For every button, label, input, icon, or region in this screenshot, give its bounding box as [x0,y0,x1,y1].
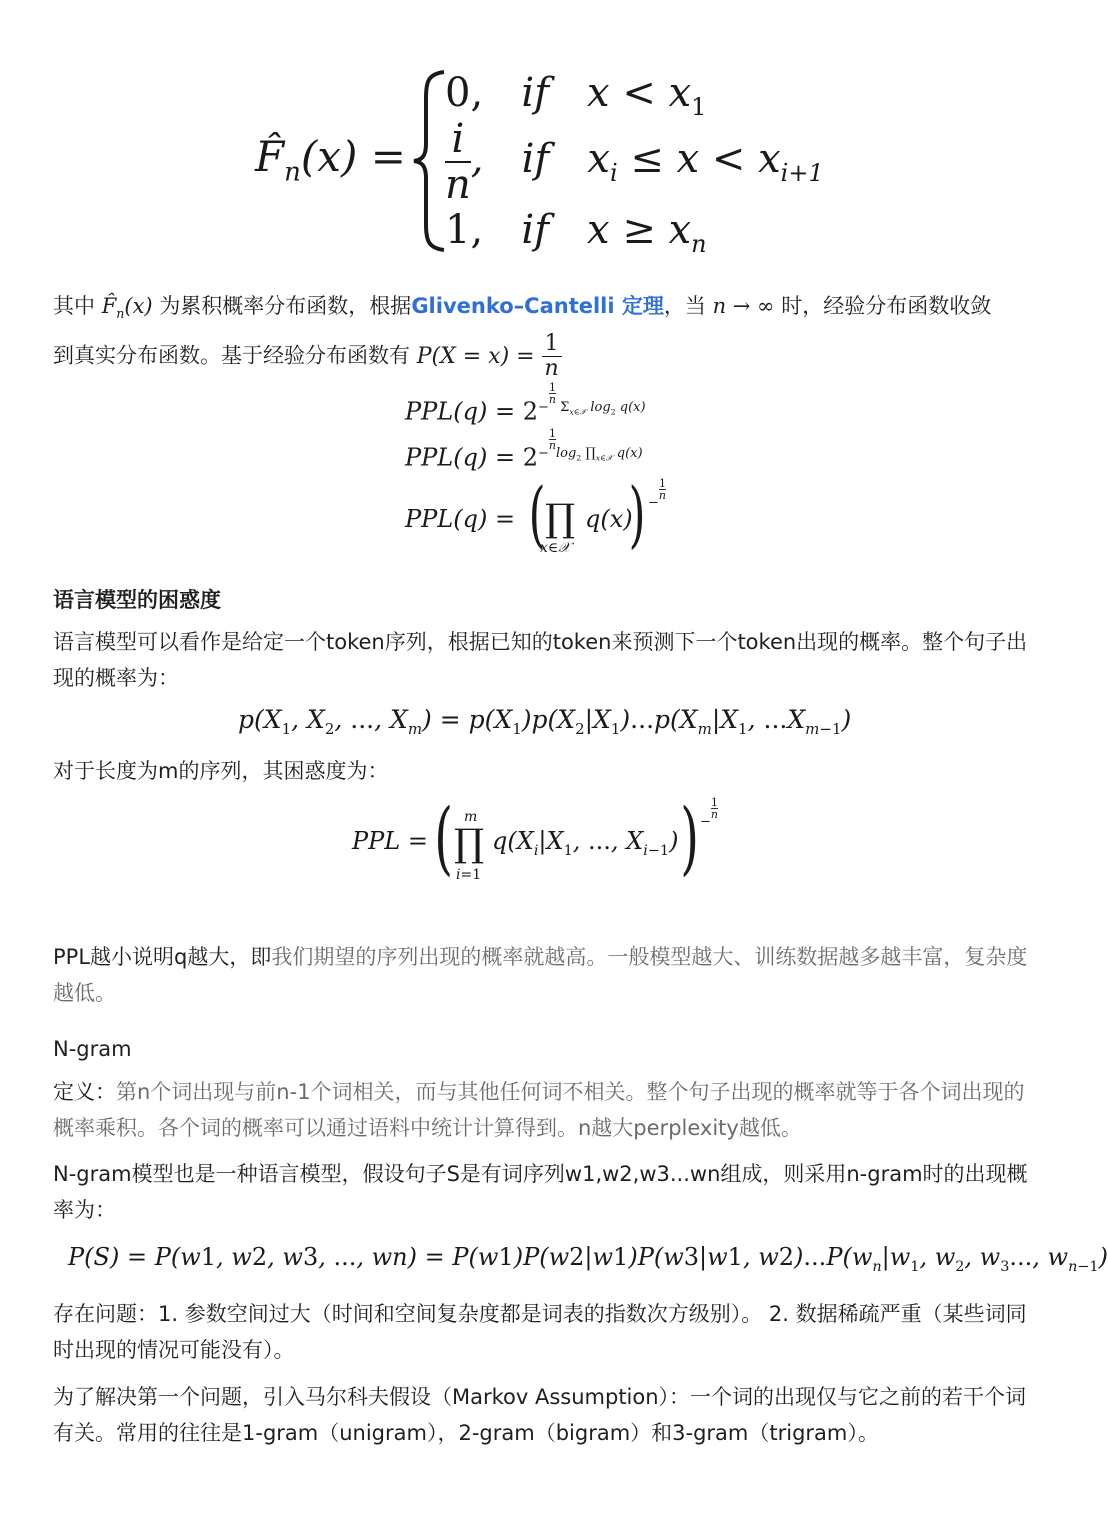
glivenko-cantelli-link[interactable]: Glivenko–Cantelli 定理 [411,294,664,318]
formula-ppl-sequence: PPL = ( m ∏ i=1 $q(X_i|X_1$, ..., $X_{i-1}$) ) − $\frac{1}{n}$ [352,791,718,884]
text: 第n个词出现与前n-1个词相关，而与其他任何词不相关。整个句子出现的概率就等于各个词出现的概率乘积。各个词的概率可以通过语料中统计计算得到。n越大perplexity越低。 [53,1080,1025,1140]
left-brace [410,68,450,254]
heading-ngram: N-gram [53,1037,132,1061]
paragraph-markov: 为了解决第一个问题，引入马尔科夫假设（Markov Assumption）：一个词的出现仅与它之前的若干个词有关。常用的往往是1-gram（unigram），2-gram（bigram）和3-gram（trigram）。 [53,1385,1027,1445]
paragraph-problems: 存在问题：1. 参数空间过大（时间和空间复杂度都是词表的指数次方级别）。 2. 数据稀疏严重（某些词同时出现的情况可能没有）。 [53,1302,1027,1362]
text: 时，经验分布函数收敛 [781,294,992,318]
heading-lm-perplexity: 语言模型的困惑度 [53,588,221,612]
formula-ppl-sum: $PPL(q) = 2^{- \frac{1}{n} \Sigma_{x\in 𝒳} log_2 q(x)}$ [405,381,646,426]
formula-empirical-cdf [255,62,855,262]
inline-math-fn: $F̂_n(x)$ [101,294,153,322]
text: 其中 [53,294,95,318]
formula-ppl-log-prod: $PPL(q) = 2^{- \frac{1}{n} log_2 \prod_{x\in 𝒳} q(x)}$ [405,427,643,472]
text: 到真实分布函数。基于经验分布函数有 [53,343,410,368]
text: PPL越小说明q越大，即 [53,945,272,969]
formula-joint-probability: $p(X_1$, $X_2$, ..., $X_m) = p(X_1)p(X_2|X_1)...p(X_m|X_1$, $...X_{m-1}$) [238,705,852,738]
paragraph-ngram-definition [53,1074,1028,1146]
case-one: 1, if $x \ge x_n$ [445,207,707,258]
text: 我们期望的序列出现的概率就越高。一般模型越大、训练数据越多越丰富，复杂度越低。 [53,945,1028,1005]
inline-math-prob: P(X = x) = $\frac{1}{n}$ [417,344,562,369]
case-fraction: $\frac{i}{n}$ , if $x_i \le x < x_{i+1}$ [445,116,824,208]
text: 定义： [53,1080,116,1104]
paragraph-ngram-model: N-gram模型也是一种语言模型，假设句子S是有词序列w1,w2,w3...wn组成，则采用n-gram时的出现概率为： [53,1162,1028,1222]
text: 为累积概率分布函数，根据 [159,294,412,318]
formula-ngram: P(S) = P(w1, w2, w3, ..., wn) = P(w1)P(w2|w1)P(w3|w1, $w2)...P(w_n|w_1$, $w_2$, $w_3$..., $w_{n-1}$) [68,1243,1108,1275]
paragraph-glivenko [53,288,1028,382]
formula-ppl-prod: PPL(q) = ( ∏ x∈𝒳 q(x) ) − $\frac{1}{n}$ [405,472,666,556]
formula-lhs: $F̂_n(x)$ = [255,132,406,188]
text: ，当 [663,294,706,318]
inline-math-limit: n → ∞ [712,294,775,318]
case-zero: 0, if $x < x_1$ [445,70,707,121]
paragraph-lm-definition: 语言模型可以看作是给定一个token序列，根据已知的token来预测下一个token出现的概率。整个句子出现的概率为： [53,630,1028,690]
paragraph-sequence-ppl: 对于长度为m的序列，其困惑度为： [53,759,389,783]
paragraph-ppl-meaning [53,939,1028,1011]
